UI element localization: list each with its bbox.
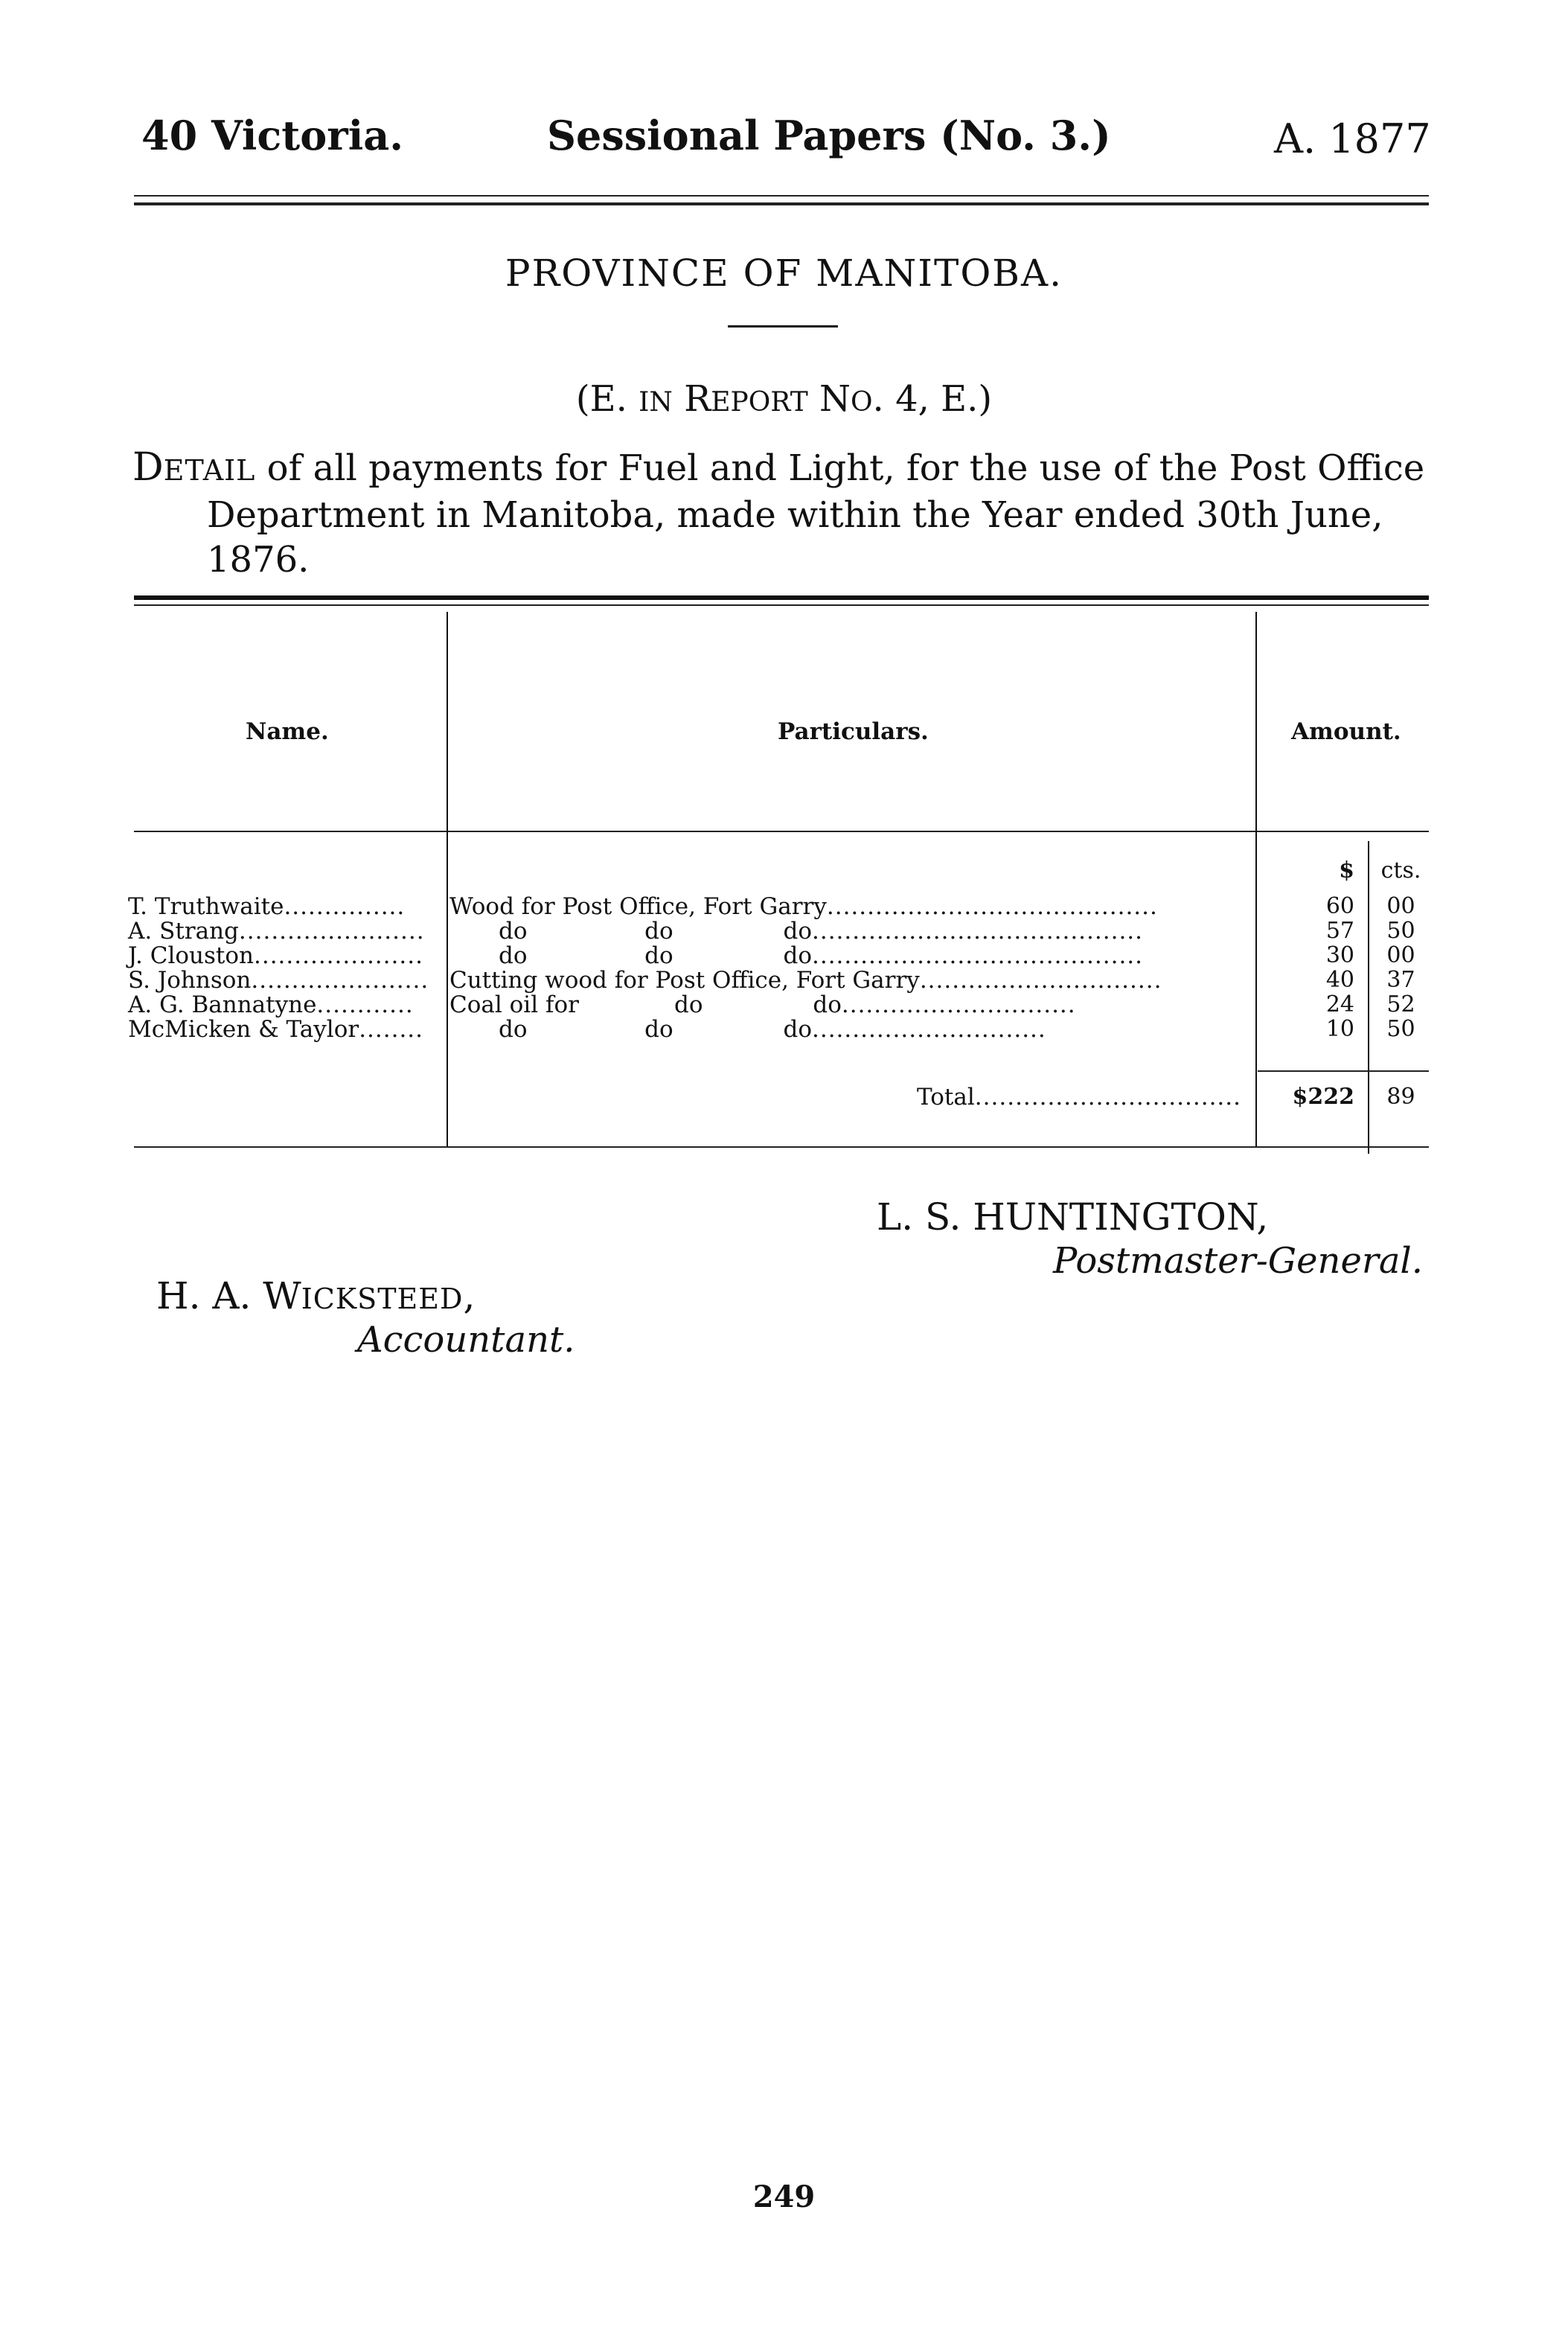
row-dollars: 10 xyxy=(1325,1016,1354,1042)
name-leader: ..................... xyxy=(254,942,423,969)
name-leader: ........ xyxy=(359,1016,424,1043)
postmaster-name: L. S. HUNTINGTON, xyxy=(877,1195,1269,1239)
name-leader: ...................... xyxy=(251,967,429,994)
table-top-rule-inner xyxy=(134,604,1429,606)
row-name xyxy=(128,991,414,1018)
particulars-leader: ......................................... xyxy=(812,918,1144,945)
name-leader: ............... xyxy=(284,893,406,920)
particulars-text: do do do xyxy=(499,942,812,969)
row-particulars xyxy=(449,991,1076,1018)
header-session: 40 Victoria. xyxy=(141,112,404,159)
total-dollars: $222 xyxy=(1292,1084,1354,1110)
particulars-text: do do do xyxy=(499,1016,812,1043)
row-particulars xyxy=(499,1016,1046,1043)
accountant-surname: ICKSTEED xyxy=(301,1282,464,1315)
row-name xyxy=(128,942,423,969)
intro-dropcap: D xyxy=(132,445,164,490)
col-dollars-header: $ xyxy=(1339,857,1354,884)
name-leader: ....................... xyxy=(238,918,425,945)
row-cents: 37 xyxy=(1386,967,1415,993)
particulars-text: do do do xyxy=(499,918,812,945)
particulars-leader: ......................................... xyxy=(826,893,1158,920)
postmaster-title: Postmaster-General. xyxy=(1053,1240,1424,1282)
name-text: T. Truthwaite xyxy=(128,893,284,920)
subtitle-no: O xyxy=(851,387,873,418)
col-name-header: Name. xyxy=(246,718,329,745)
subtitle-rest: . 4, E.) xyxy=(872,378,993,420)
row-cents: 00 xyxy=(1386,942,1415,968)
subtitle-report: EPORT xyxy=(711,387,808,418)
row-cents: 52 xyxy=(1386,991,1415,1018)
row-dollars: 30 xyxy=(1325,942,1354,968)
name-text: A. G. Bannatyne xyxy=(128,991,317,1018)
row-dollars: 40 xyxy=(1325,967,1354,993)
divider-name-particulars xyxy=(447,612,448,1148)
header-rule-bottom xyxy=(134,202,1429,205)
name-text: J. Clouston xyxy=(128,942,254,969)
name-text: S. Johnson xyxy=(128,967,252,994)
report-reference xyxy=(0,378,1568,420)
subtitle-n: N xyxy=(807,378,851,420)
row-cents: 50 xyxy=(1386,1016,1415,1042)
total-label xyxy=(917,1084,1241,1111)
page-title: PROVINCE OF MANITOBA. xyxy=(505,252,1063,295)
row-name xyxy=(128,967,429,994)
divider-particulars-amount xyxy=(1255,612,1257,1148)
particulars-text: Cutting wood for Post Office, Fort Garry xyxy=(449,967,920,994)
particulars-leader: ............................. xyxy=(841,991,1076,1018)
subtitle-in: IN xyxy=(639,387,673,418)
intro-caps: ETAIL xyxy=(163,454,256,487)
total-rule xyxy=(1258,1070,1429,1072)
accountant-title: Accountant. xyxy=(357,1319,575,1361)
name-text: McMicken & Taylor xyxy=(128,1016,359,1043)
header-bottom-rule xyxy=(134,831,1429,832)
row-dollars: 24 xyxy=(1325,991,1354,1018)
total-leader: ................................. xyxy=(974,1084,1241,1111)
row-cents: 00 xyxy=(1386,893,1415,919)
name-leader: ............ xyxy=(316,991,414,1018)
row-dollars: 60 xyxy=(1325,893,1354,919)
row-name xyxy=(128,893,405,920)
name-text: A. Strang xyxy=(128,918,239,945)
row-dollars: 57 xyxy=(1325,918,1354,944)
intro-text-1: of all payments for Fuel and Light, for the use of the Post Office xyxy=(255,447,1425,489)
row-name xyxy=(128,1016,423,1043)
header-year: A. 1877 xyxy=(1274,115,1431,162)
row-particulars xyxy=(499,942,1143,969)
accountant-initials: H. A. W xyxy=(156,1274,301,1317)
subtitle-r: R xyxy=(672,378,711,420)
header-papers: Sessional Papers (No. 3.) xyxy=(547,112,1111,159)
subtitle-open: (E. xyxy=(575,378,639,420)
header-rule-top xyxy=(134,195,1429,197)
particulars-leader: ............................. xyxy=(812,1016,1046,1043)
intro-line-1 xyxy=(132,445,1427,493)
table-bottom-rule xyxy=(134,1146,1429,1148)
particulars-text: Coal oil for do do xyxy=(449,991,842,1018)
intro-paragraph xyxy=(132,445,1427,582)
title-divider xyxy=(728,325,838,328)
particulars-text: Wood for Post Office, Fort Garry xyxy=(449,893,827,920)
total-text: Total xyxy=(917,1084,975,1111)
col-amount-header: Amount. xyxy=(1291,718,1401,745)
col-particulars-header: Particulars. xyxy=(778,718,929,745)
intro-line-2: Department in Manitoba, made within the Year ended 30th June, xyxy=(207,494,1383,536)
row-particulars xyxy=(449,967,1162,994)
row-name xyxy=(128,918,425,945)
accountant-name xyxy=(156,1274,475,1317)
particulars-leader: ......................................... xyxy=(812,942,1144,969)
table-top-rule xyxy=(134,595,1429,600)
intro-line-3: 1876. xyxy=(207,539,310,581)
row-particulars xyxy=(449,893,1158,920)
col-cents-header: cts. xyxy=(1380,857,1421,884)
row-cents: 50 xyxy=(1386,918,1415,944)
row-particulars xyxy=(499,918,1143,945)
accountant-comma: , xyxy=(463,1274,476,1317)
particulars-leader: .............................. xyxy=(919,967,1162,994)
page-number: 249 xyxy=(752,2179,816,2214)
total-cents: 89 xyxy=(1386,1084,1415,1110)
divider-dollars-cents xyxy=(1368,841,1369,1154)
